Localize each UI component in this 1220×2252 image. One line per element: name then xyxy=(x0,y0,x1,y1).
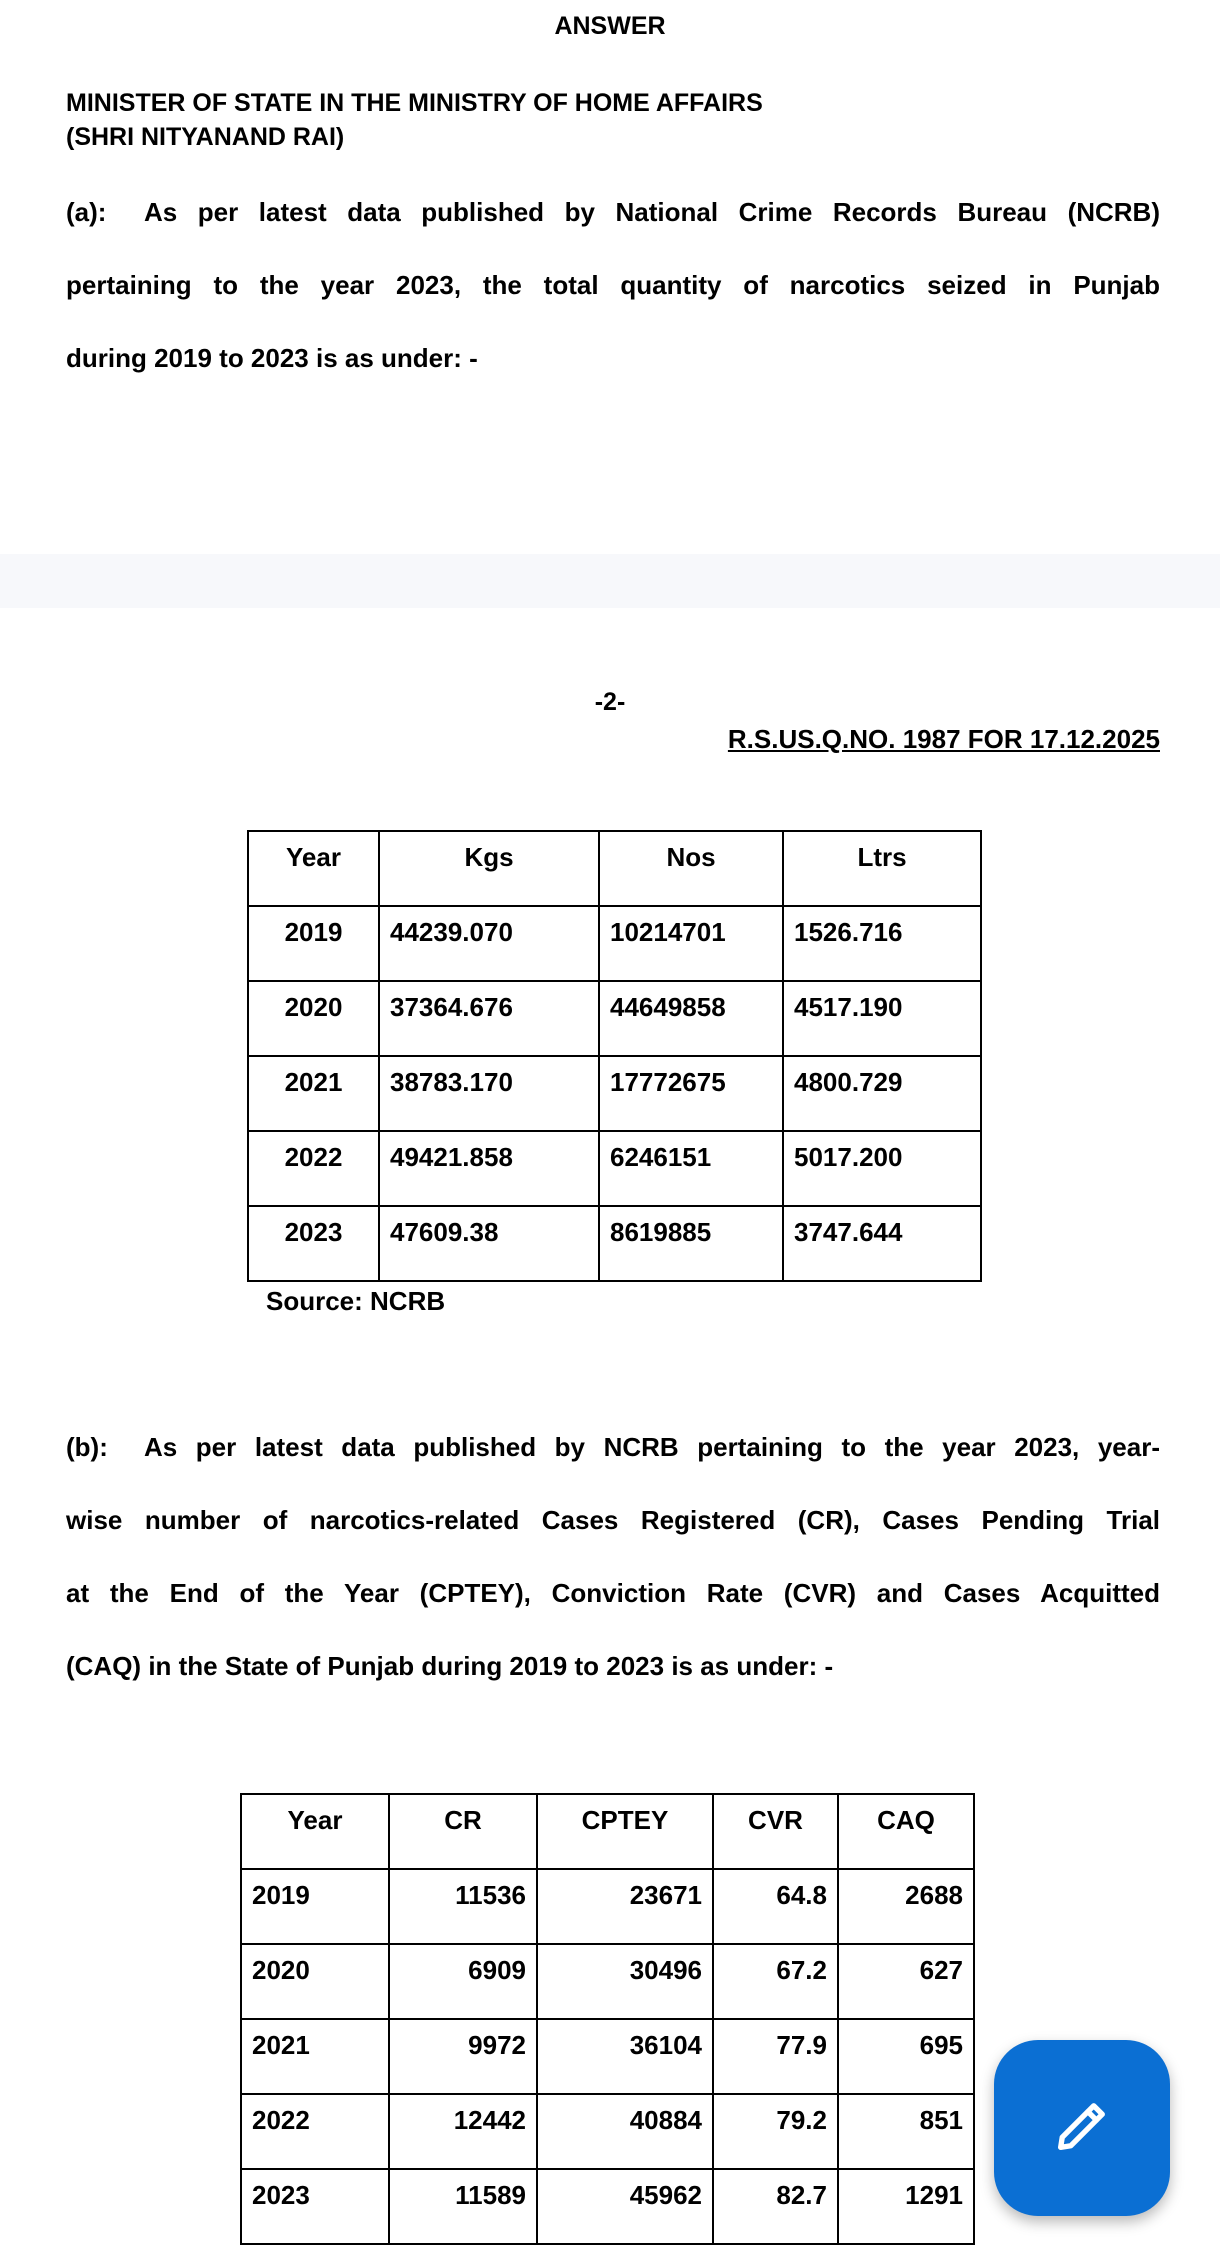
paragraph-b-line: at the End of the Year (CPTEY), Conviction Rate (CVR) and Cases Acquitted xyxy=(66,1578,1160,1608)
paragraph-b xyxy=(66,1411,1160,1703)
column-header: CPTEY xyxy=(537,1794,713,1869)
table-cell: 11589 xyxy=(389,2169,537,2244)
edit-button[interactable] xyxy=(994,2040,1170,2216)
table-cell: 6909 xyxy=(389,1944,537,2019)
table-cell: 8619885 xyxy=(599,1206,783,1281)
table-row xyxy=(248,1131,981,1206)
table-cell: 2023 xyxy=(248,1206,379,1281)
table-cell: 2021 xyxy=(248,1056,379,1131)
table-cell: 2022 xyxy=(241,2094,389,2169)
table-cell: 40884 xyxy=(537,2094,713,2169)
table-cell: 3747.644 xyxy=(783,1206,981,1281)
pencil-icon xyxy=(1050,2094,1114,2163)
table-cell: 2688 xyxy=(838,1869,974,1944)
answer-heading: ANSWER xyxy=(554,12,666,40)
table-cell: 2022 xyxy=(248,1131,379,1206)
column-header: CR xyxy=(389,1794,537,1869)
table-cell: 49421.858 xyxy=(379,1131,599,1206)
column-header: CVR xyxy=(713,1794,838,1869)
table-cell: 44239.070 xyxy=(379,906,599,981)
paragraph-b-line: (CAQ) in the State of Punjab during 2019 to 2023 is as under: - xyxy=(66,1651,834,1681)
table-cell: 17772675 xyxy=(599,1056,783,1131)
table-row xyxy=(248,1206,981,1281)
table-cell: 47609.38 xyxy=(379,1206,599,1281)
table-row xyxy=(241,1869,974,1944)
table-row xyxy=(248,1056,981,1131)
table-cell: 2023 xyxy=(241,2169,389,2244)
table-cell: 30496 xyxy=(537,1944,713,2019)
table-cell: 1291 xyxy=(838,2169,974,2244)
column-header: Year xyxy=(241,1794,389,1869)
paragraph-a-line: during 2019 to 2023 is as under: - xyxy=(66,343,478,373)
table-cell: 2019 xyxy=(248,906,379,981)
narcotics-seized-table xyxy=(247,830,982,1282)
paragraph-a-line: pertaining to the year 2023, the total quantity of narcotics seized in Punjab xyxy=(66,270,1160,300)
minister-title: MINISTER OF STATE IN THE MINISTRY OF HOME AFFAIRS xyxy=(66,89,763,117)
paragraph-b-line xyxy=(66,1411,1160,1484)
table-cell: 4517.190 xyxy=(783,981,981,1056)
table-cell: 1526.716 xyxy=(783,906,981,981)
paragraph-b-label: (b): xyxy=(66,1432,108,1462)
paragraph-a-label: (a): xyxy=(66,197,107,227)
table-cell: 9972 xyxy=(389,2019,537,2094)
paragraph-a xyxy=(66,176,1160,395)
table-cell: 37364.676 xyxy=(379,981,599,1056)
minister-block xyxy=(66,86,763,154)
table-cell: 82.7 xyxy=(713,2169,838,2244)
table-cell: 77.9 xyxy=(713,2019,838,2094)
page-separator xyxy=(0,554,1220,608)
table-cell: 11536 xyxy=(389,1869,537,1944)
table-row xyxy=(241,2169,974,2244)
table-cell: 45962 xyxy=(537,2169,713,2244)
table-cell: 67.2 xyxy=(713,1944,838,2019)
table-cell: 5017.200 xyxy=(783,1131,981,1206)
table-header-row xyxy=(248,831,981,906)
table-row xyxy=(241,1944,974,2019)
table-cell: 79.2 xyxy=(713,2094,838,2169)
table-cell: 2021 xyxy=(241,2019,389,2094)
minister-name: (SHRI NITYANAND RAI) xyxy=(66,123,345,151)
column-header: CAQ xyxy=(838,1794,974,1869)
table-cell: 10214701 xyxy=(599,906,783,981)
table-cell: 695 xyxy=(838,2019,974,2094)
table-cell: 2019 xyxy=(241,1869,389,1944)
table-cell: 627 xyxy=(838,1944,974,2019)
table-cell: 2020 xyxy=(248,981,379,1056)
table-cell: 12442 xyxy=(389,2094,537,2169)
table-row xyxy=(248,906,981,981)
table-header-row xyxy=(241,1794,974,1869)
table-row xyxy=(241,2094,974,2169)
table-cell: 4800.729 xyxy=(783,1056,981,1131)
table-cell: 64.8 xyxy=(713,1869,838,1944)
question-reference: R.S.US.Q.NO. 1987 FOR 17.12.2025 xyxy=(727,724,1160,754)
paragraph-a-line xyxy=(66,176,1160,249)
table-cell: 36104 xyxy=(537,2019,713,2094)
table-cell: 23671 xyxy=(537,1869,713,1944)
paragraph-b-text: As per latest data published by NCRB pertaining to the year 2023, year- xyxy=(144,1432,1160,1462)
narcotics-cases-table xyxy=(240,1793,975,2245)
page-number: -2- xyxy=(594,688,626,716)
column-header: Year xyxy=(248,831,379,906)
column-header: Kgs xyxy=(379,831,599,906)
table-source: Source: NCRB xyxy=(266,1286,446,1316)
table-row xyxy=(241,2019,974,2094)
column-header: Ltrs xyxy=(783,831,981,906)
table-cell: 2020 xyxy=(241,1944,389,2019)
table-cell: 6246151 xyxy=(599,1131,783,1206)
paragraph-a-text: As per latest data published by National Crime Records Bureau (NCRB) xyxy=(144,197,1160,227)
table-cell: 851 xyxy=(838,2094,974,2169)
column-header: Nos xyxy=(599,831,783,906)
paragraph-b-line: wise number of narcotics-related Cases Registered (CR), Cases Pending Trial xyxy=(66,1505,1160,1535)
table-row xyxy=(248,981,981,1056)
table-cell: 44649858 xyxy=(599,981,783,1056)
table-cell: 38783.170 xyxy=(379,1056,599,1131)
